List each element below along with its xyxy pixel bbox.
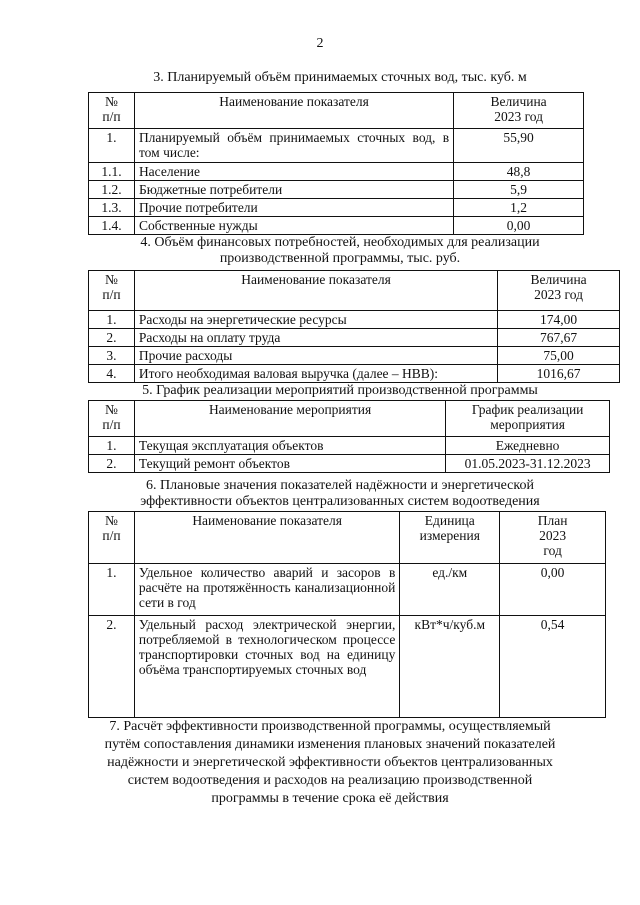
header-name: Наименование показателя: [134, 512, 399, 564]
section-7-line: 7. Расчёт эффективности производственной программы, осуществляемый: [109, 719, 551, 734]
row-unit: ед./км: [400, 564, 500, 616]
row-num: 1.: [89, 129, 135, 163]
row-num: 1.: [89, 311, 135, 329]
row-num: 2.: [89, 616, 135, 718]
row-name: Удельное количество аварий и засоров в расчёте на протяжённость канализационной сети в год: [134, 564, 399, 616]
section-7-line: систем водоотведения и расходов на реализацию производственной: [127, 773, 533, 788]
row-num: 1.3.: [89, 199, 135, 217]
row-value: 75,00: [498, 347, 620, 365]
row-value: 55,90: [454, 129, 584, 163]
row-name: Бюджетные потребители: [134, 181, 453, 199]
row-value: 48,8: [454, 163, 584, 181]
row-value: 1016,67: [498, 365, 620, 383]
table-row: [89, 455, 610, 473]
table-header-row: [89, 271, 620, 311]
section-6-title-line-2: эффективности объектов централизованных систем водоотведения: [140, 494, 540, 509]
table-row: [89, 616, 606, 718]
row-name: Расходы на оплату труда: [134, 329, 497, 347]
row-name: Население: [134, 163, 453, 181]
row-value: 01.05.2023-31.12.2023: [446, 455, 610, 473]
row-name: Собственные нужды: [134, 217, 453, 235]
section-3-title: 3. Планируемый объём принимаемых сточных вод, тыс. куб. м: [153, 70, 527, 85]
header-value: Величина 2023 год: [498, 271, 620, 311]
table-planned-volume: [88, 92, 584, 235]
table-row: [89, 311, 620, 329]
table-row: [89, 199, 584, 217]
table-row: [89, 329, 620, 347]
header-name: Наименование мероприятия: [134, 401, 445, 437]
section-5-title: 5. График реализации мероприятий производственной программы: [142, 383, 538, 398]
row-value: 767,67: [498, 329, 620, 347]
section-4-title: [60, 235, 620, 267]
row-value: 0,00: [454, 217, 584, 235]
row-num: 4.: [89, 365, 135, 383]
table-row: [89, 163, 584, 181]
row-name: Удельный расход электрической энергии, потребляемой в технологическом процессе транспортировки сточных вод на единицу объёма транспортируемых сточных вод: [134, 616, 399, 718]
section-7-paragraph: [70, 718, 590, 808]
section-6-title: [60, 478, 620, 510]
header-num: № п/п: [89, 512, 135, 564]
row-num: 1.: [89, 564, 135, 616]
row-value: Ежедневно: [446, 437, 610, 455]
header-value: График реализации мероприятия: [446, 401, 610, 437]
row-value: 0,00: [500, 564, 606, 616]
row-num: 2.: [89, 329, 135, 347]
row-name: Итого необходимая валовая выручка (далее – НВВ):: [134, 365, 497, 383]
row-num: 1.4.: [89, 217, 135, 235]
page-number: 2: [316, 36, 324, 51]
row-num: 1.: [89, 437, 135, 455]
row-num: 2.: [89, 455, 135, 473]
row-name: Текущая эксплуатация объектов: [134, 437, 445, 455]
table-row: [89, 181, 584, 199]
header-unit: Единица измерения: [400, 512, 500, 564]
row-name: Текущий ремонт объектов: [134, 455, 445, 473]
table-row: [89, 437, 610, 455]
table-reliability-indicators: [88, 511, 606, 718]
table-row: [89, 347, 620, 365]
section-7-line: путём сопоставления динамики изменения плановых значений показателей: [104, 737, 556, 752]
section-7-line: надёжности и энергетической эффективности объектов централизованных: [107, 755, 553, 770]
table-schedule: [88, 400, 610, 473]
table-header-row: [89, 512, 606, 564]
table-financial-needs: [88, 270, 620, 383]
header-num: № п/п: [89, 271, 135, 311]
section-4-title-line-2: производственной программы, тыс. руб.: [219, 251, 461, 266]
header-name: Наименование показателя: [134, 271, 497, 311]
row-value: 0,54: [500, 616, 606, 718]
table-header-row: [89, 401, 610, 437]
row-value: 5,9: [454, 181, 584, 199]
section-4-title-line-1: 4. Объём финансовых потребностей, необходимых для реализации: [140, 235, 540, 250]
header-num: № п/п: [89, 401, 135, 437]
row-unit: кВт*ч/куб.м: [400, 616, 500, 718]
header-value: План 2023 год: [500, 512, 606, 564]
section-6-title-line-1: 6. Плановые значения показателей надёжности и энергетической: [146, 478, 534, 493]
row-value: 174,00: [498, 311, 620, 329]
row-num: 1.1.: [89, 163, 135, 181]
table-row: [89, 365, 620, 383]
row-num: 1.2.: [89, 181, 135, 199]
header-name: Наименование показателя: [134, 93, 453, 129]
header-value: Величина 2023 год: [454, 93, 584, 129]
row-name: Расходы на энергетические ресурсы: [134, 311, 497, 329]
header-num: № п/п: [89, 93, 135, 129]
row-name: Прочие потребители: [134, 199, 453, 217]
table-row: [89, 217, 584, 235]
section-7-line: программы в течение срока её действия: [211, 791, 449, 806]
row-value: 1,2: [454, 199, 584, 217]
table-row: [89, 564, 606, 616]
table-header-row: [89, 93, 584, 129]
row-num: 3.: [89, 347, 135, 365]
table-row: [89, 129, 584, 163]
row-name: Планируемый объём принимаемых сточных вод, в том числе:: [134, 129, 453, 163]
row-name: Прочие расходы: [134, 347, 497, 365]
